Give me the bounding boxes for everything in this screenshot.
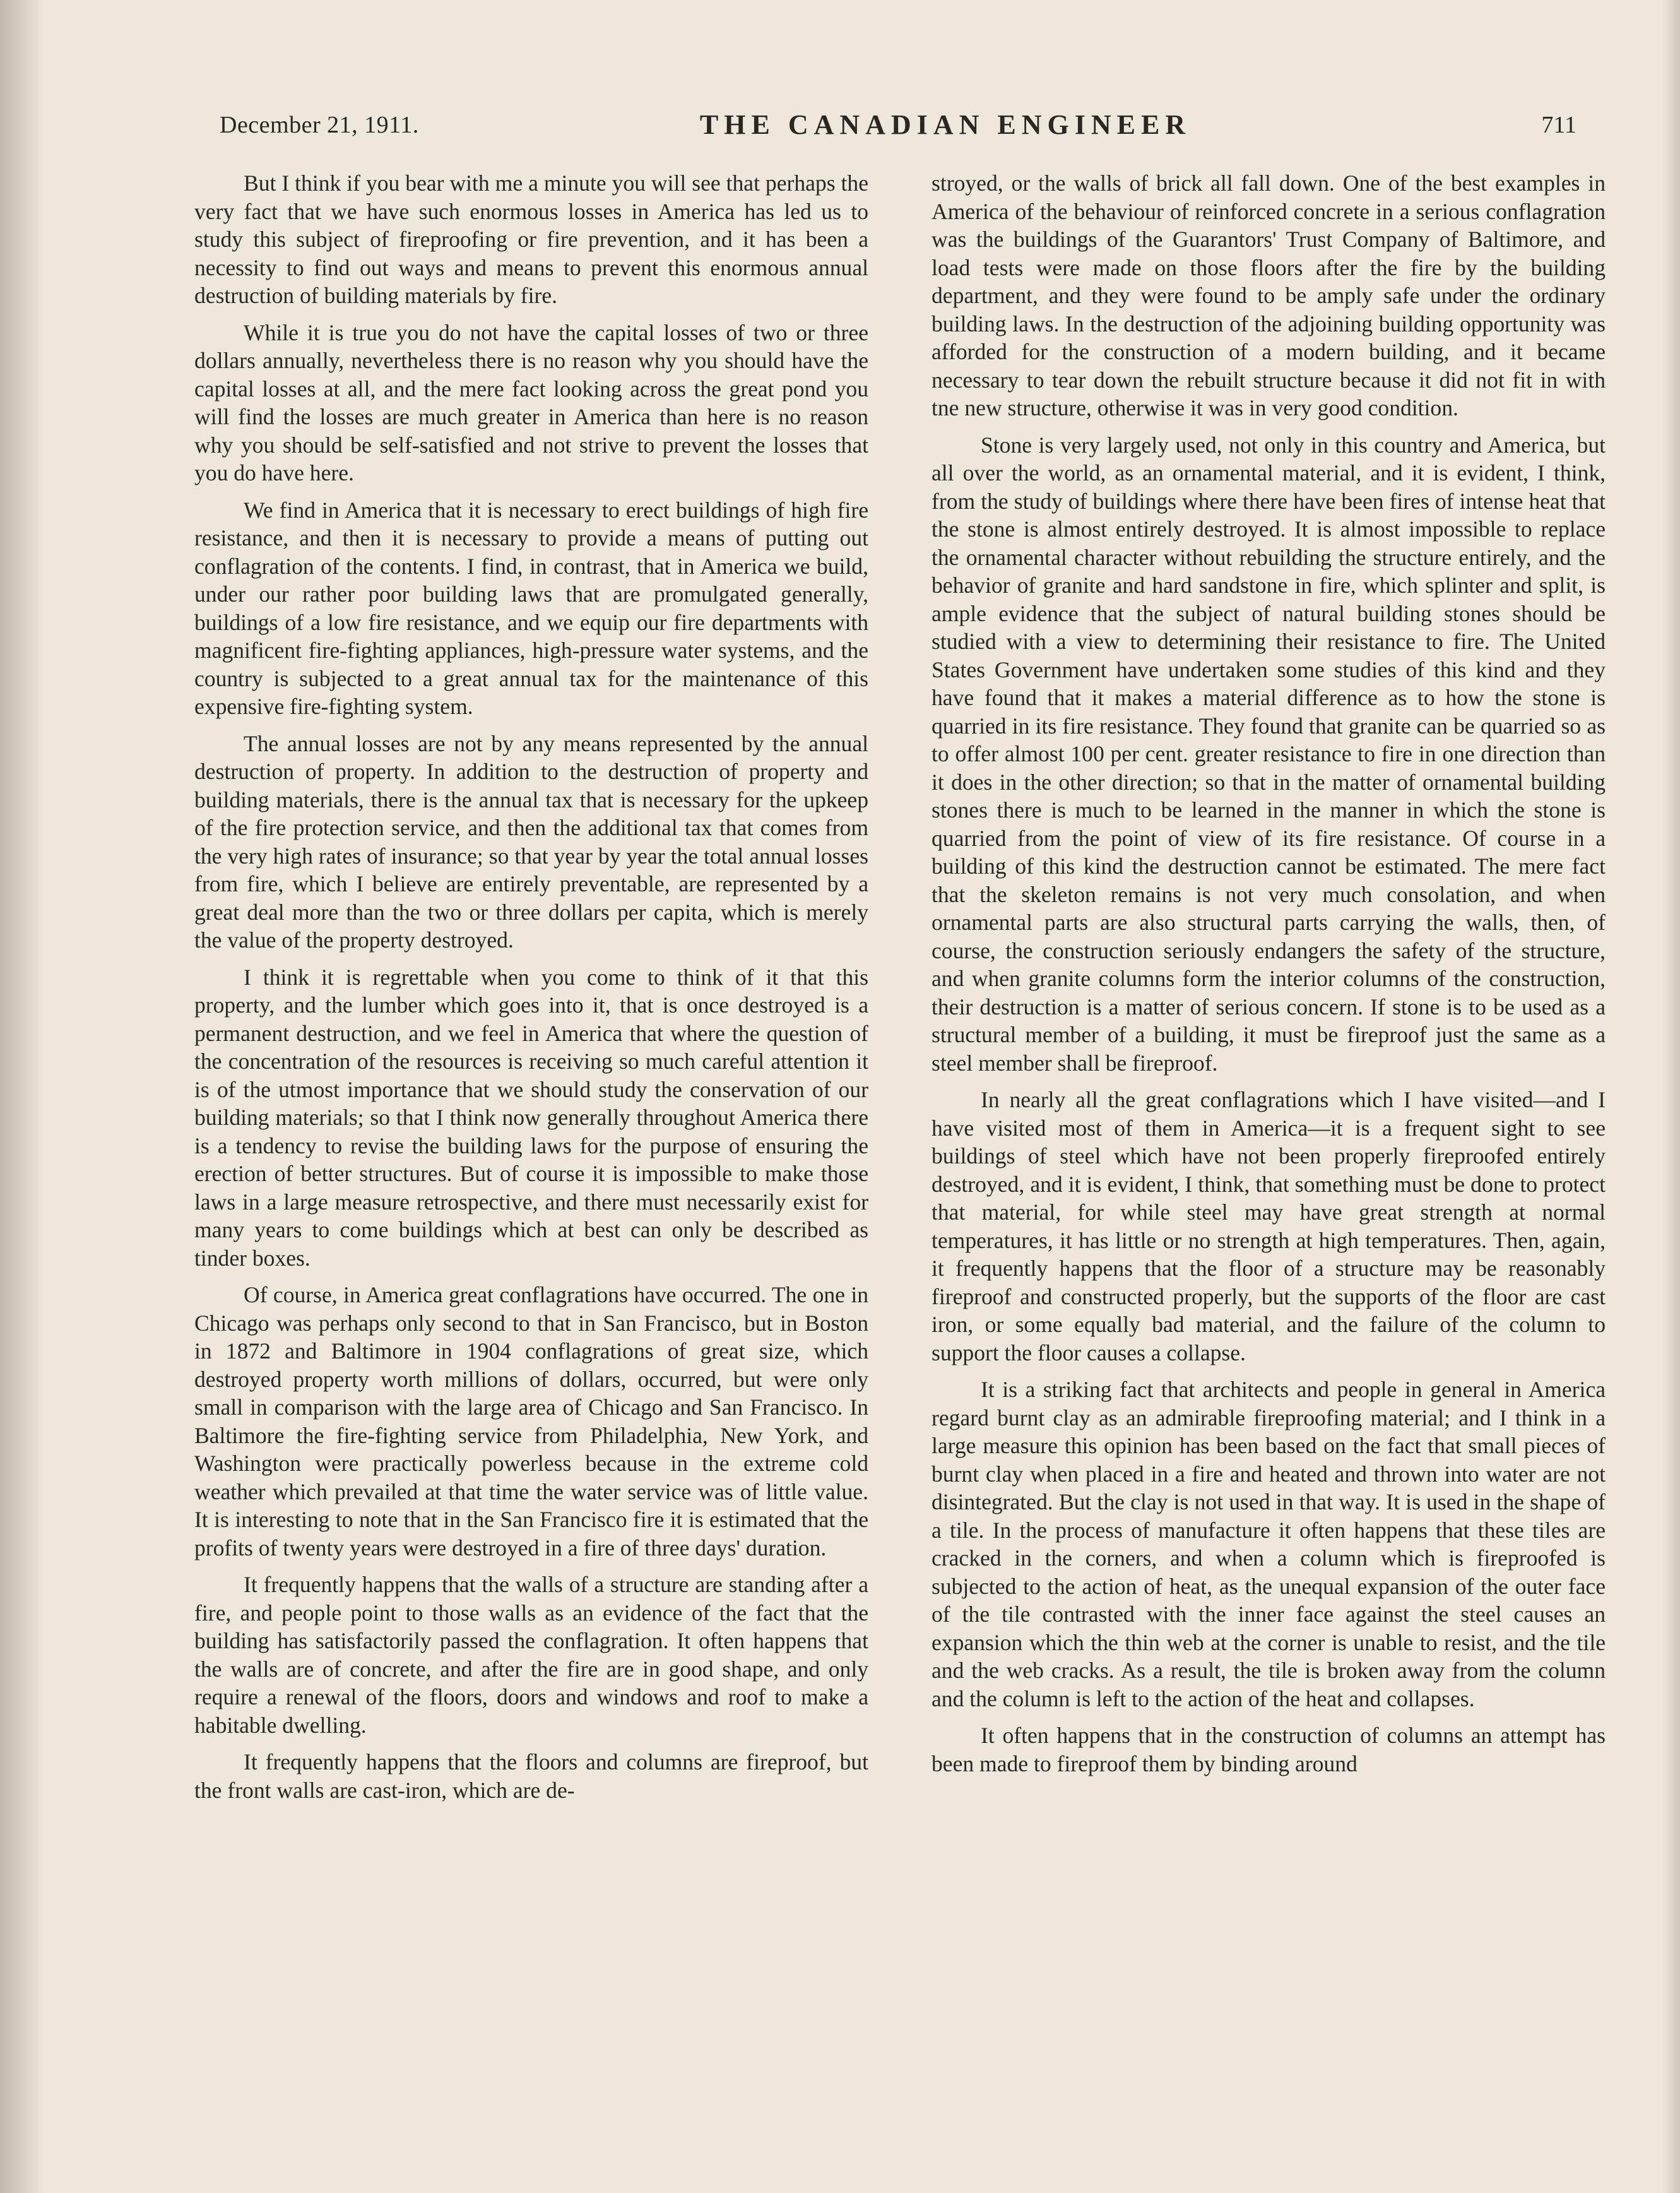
running-header [220, 106, 1576, 150]
paragraph: It frequently happens that the floors and columns are fireproof, but the front walls are cast-iron, which are de- [194, 1749, 868, 1803]
page-number: 711 [1541, 112, 1576, 138]
paragraph: It frequently happens that the walls of a structure are standing after a fire, and people point to those walls as an evidence of the fact that the building has satisfactorily passed the conflagration. It often happens that the walls are of concrete, and after the fire are in good shape, and only require a renewal of the floors, doors and windows and roof to make a habitable dwelling. [194, 1572, 868, 1738]
paragraph: It often happens that in the construction of columns an attempt has been made to fireproof them by binding around [932, 1723, 1606, 1776]
issue-date: December 21, 1911. [220, 112, 419, 138]
paragraph: Of course, in America great conflagrations have occurred. The one in Chicago was perhaps only second to that in San Francisco, but in Boston in 1872 and Baltimore in 1904 conflagrations of great size, which destroyed property worth millions of dollars, occurred, but were only small in comparison with the large area of Chicago and San Francisco. In Baltimore the fire-fighting service from Philadelphia, New York, and Washington were practically powerless because in the extreme cold weather which prevailed at that time the water service was of little value. It is interesting to note that in the San Francisco fire it is estimated that the profits of twenty years were destroyed in a fire of three days' duration. [194, 1282, 868, 1560]
paragraph: But I think if you bear with me a minute you will see that perhaps the very fact that we have such enormous losses in America has led us to study this subject of fireproofing or fire prevention, and it has been a necessity to find out ways and means to prevent this enormous annual destruction of building materials by fire. [194, 170, 868, 308]
paragraph: While it is true you do not have the capital losses of two or three dollars annually, nevertheless there is no reason why you should have the capital losses at all, and the mere fact looking across the great pond you will find the losses are much greater in America than here is no reason why you should be self-satisfied and not strive to prevent the losses that you do have here. [194, 319, 868, 485]
paragraph: The annual losses are not by any means represented by the annual destruction of property. In addition to the destruction of property and building materials, there is the annual tax that is necessary for the upkeep of the fire protection service, and then the additional tax that comes from the very high rates of insurance; so that year by year the total annual losses from fire, which I believe are entirely preventable, are represented by a great deal more than the two or three dollars per capita, which is merely the value of the property destroyed. [194, 730, 868, 953]
paragraph: Stone is very largely used, not only in this country and America, but all over the world, as an ornamental material, and it is evident, I think, from the study of buildings where there have been fires of intense heat that the stone is almost entirely destroyed. It is almost impossible to replace the ornamental character without rebuilding the structure entirely, and the behavior of granite and hard sandstone in fire, which splinter and split, is ample evidence that the subject of natural building stones should be studied with a view to determining their resistance to fire. The United States Government have undertaken some studies of this kind and they have found that it makes a material difference as to how the stone is quarried in its fire resistance. They found that granite can be quarried so as to offer almost 100 per cent. greater resistance to fire in one direction than it does in the other direction; so that in the matter of ornamental building stones there is much to be learned in the manner in which the stone is quarried from the point of view of its fire resistance. Of course in a building of this kind the destruction cannot be estimated. The mere fact that the skeleton remains is not very much consolation, and when ornamental parts are also structural parts carrying the walls, then, of course, the construction seriously endangers the safety of the structure, and when granite columns form the interior columns of the construction, their destruction is a matter of serious concern. If stone is to be used as a structural member of a building, it must be fireproof just the same as a steel member shall be fireproof. [932, 432, 1606, 1076]
page-gutter-shadow [0, 0, 44, 2193]
paragraph-continued: stroyed, or the walls of brick all fall down. One of the best examples in America of the behaviour of reinforced concrete in a serious conflagration was the buildings of the Guarantors' Trust Company of Baltimore, and load tests were made on those floors after the fire by the building department, and they were found to be amply safe under the ordinary building laws. In the destruction of the adjoining building opportunity was afforded for the construction of a modern building, and it became necessary to tear down the rebuilt structure because it did not fit in with tne new structure, otherwise it was in very good condition. [932, 170, 1606, 420]
paragraph: In nearly all the great conflagrations which I have visited—and I have visited most of them in America—it is a frequent sight to see buildings of steel which have not been properly fireproofed entirely destroyed, and it is evident, I think, that something must be done to protect that material, for while steel may have great strength at normal temperatures, it has little or no strength at high temperatures. Then, again, it frequently happens that the floor of a structure may be reasonably fireproof and constructed properly, but the supports of the floor are cast iron, or some equally bad material, and the failure of the column to support the floor causes a collapse. [932, 1087, 1606, 1365]
paragraph: We find in America that it is necessary to erect buildings of high fire resistance, and then it is necessary to provide a means of putting out conflagration of the contents. I find, in contrast, that in America we build, under our rather poor building laws that are promulgated generally, buildings of a low fire resistance, and we equip our fire departments with magnificent fire-fighting appliances, high-pressure water systems, and the country is subjected to a great annual tax for the maintenance of this expensive fire-fighting system. [194, 497, 868, 719]
journal-title: THE CANADIAN ENGINEER [699, 109, 1192, 140]
left-column [194, 169, 868, 2101]
paragraph: It is a striking fact that architects and people in general in America regard burnt clay as an admirable fireproofing material; and I think in a large measure this opinion has been based on the fact that small pieces of burnt clay when placed in a fire and heated and thrown into water are not disintegrated. But the clay is not used in that way. It is used in the shape of a tile. In the process of manufacture it often happens that these tiles are cracked in the corners, and when a column which is fireproofed is subjected to the action of heat, as the unequal expansion of the outer face of the tile contrasted with the inner face against the steel causes an expansion which the thin web at the corner is unable to resist, and the tile and the web cracks. As a result, the tile is broken away from the column and the column is left to the action of the heat and collapses. [932, 1377, 1606, 1711]
page-edge [1662, 0, 1680, 2193]
paragraph: I think it is regrettable when you come to think of it that this property, and the lumber which goes into it, that is once destroyed is a permanent destruction, and we feel in America that where the question of the concentration of the resources is receiving so much careful attention it is of the utmost importance that we should study the conservation of our building materials; so that I think now generally throughout America there is a tendency to revise the building laws for the purpose of ensuring the erection of better structures. But of course it is impossible to make those laws in a large measure retrospective, and there must necessarily exist for many years to come buildings which at best can only be described as tinder boxes. [194, 964, 868, 1271]
right-column [932, 169, 1606, 2101]
